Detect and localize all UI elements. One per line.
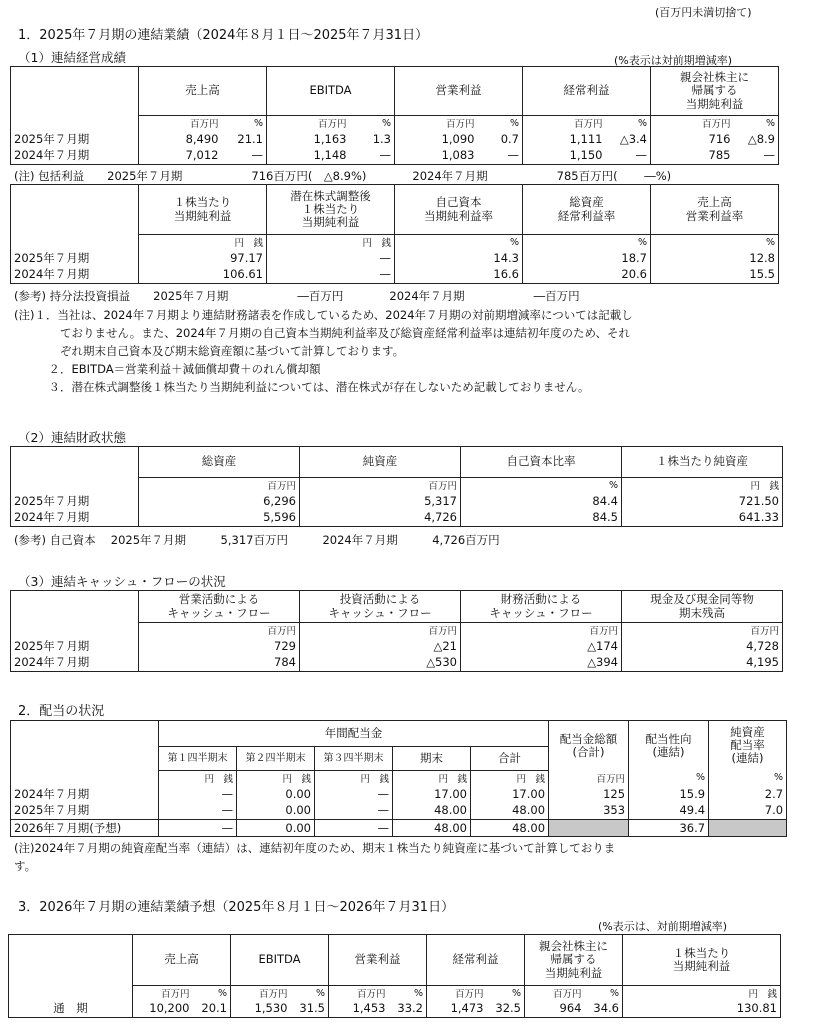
unit-cell: %	[487, 986, 525, 1001]
value-cell: 729	[139, 637, 300, 654]
value-cell: 10,200	[133, 1000, 193, 1017]
value-cell: △530	[300, 654, 461, 671]
column-header: 総資産 経常利益率	[523, 185, 651, 235]
value-cell: —	[267, 266, 395, 283]
column-header: 売上高	[139, 67, 267, 116]
unit-cell: 百万円	[651, 116, 734, 131]
value-cell: —	[315, 802, 393, 819]
value-cell: 1,530	[231, 1000, 291, 1017]
corner-cell	[11, 67, 139, 116]
unit-cell: 百万円	[300, 478, 461, 493]
value-cell: △21	[300, 637, 461, 654]
unit-cell: 円 銭	[623, 986, 781, 1001]
footnote: ぞれ期末自己資本及び期末総資産額に基づいて計算しております。	[14, 344, 405, 358]
unit-cell: 百万円	[427, 986, 487, 1001]
value-cell: —	[159, 819, 237, 836]
value-cell: 17.00	[471, 785, 549, 802]
section-1-title: 1．2025年７月期の連結業績（2024年８月１日～2025年７月31日）	[18, 28, 429, 43]
column-header: EBITDA	[231, 935, 329, 986]
row-label: 2025年７月期	[11, 637, 139, 654]
unit-cell: 百万円	[395, 116, 478, 131]
unit-cell: %	[478, 116, 523, 131]
value-cell: △8.9	[734, 130, 779, 147]
unit-cell: %	[651, 235, 779, 250]
unit-cell: %	[222, 116, 267, 131]
value-cell: △394	[461, 654, 622, 671]
corner-cell	[9, 935, 133, 986]
unit-cell: %	[585, 986, 623, 1001]
dividend-note-2: す。	[14, 859, 37, 873]
unit-cell: %	[523, 235, 651, 250]
unit-cell: %	[350, 116, 395, 131]
value-cell: 14.3	[395, 249, 523, 266]
sec3-pct-note: (%表示は、対前期増減率)	[598, 920, 728, 933]
header-note: (百万円未満切捨て)	[655, 6, 752, 19]
dividend-note-1: (注)2024年７月期の純資産配当率（連結）は、連結初年度のため、期末１株当たり純資産に基づいて計算しておりま	[14, 841, 616, 855]
unit-cell: 百万円	[139, 116, 222, 131]
value-cell: 36.7	[629, 819, 709, 836]
value-cell: —	[350, 147, 395, 164]
value-cell: 106.61	[139, 266, 267, 283]
value-cell: 125	[549, 785, 629, 802]
unit-cell: %	[709, 771, 787, 786]
corner-cell	[11, 447, 139, 478]
unit-cell: 円 銭	[139, 235, 267, 250]
value-cell: 20.1	[193, 1000, 231, 1017]
value-cell: 31.5	[291, 1000, 329, 1017]
s1-3-title: （3）連結キャッシュ・フローの状況	[18, 574, 226, 589]
value-cell: 784	[139, 654, 300, 671]
s1-2-title: （2）連結財政状態	[18, 430, 126, 445]
value-cell: 18.7	[523, 249, 651, 266]
row-label: 2024年７月期	[11, 147, 139, 164]
value-cell: 721.50	[622, 492, 783, 509]
column-header: １株当たり純資産	[622, 447, 783, 478]
value-cell: 0.00	[237, 785, 315, 802]
per-share-table	[10, 184, 779, 284]
value-cell: —	[267, 249, 395, 266]
value-cell: —	[315, 785, 393, 802]
value-cell: 7,012	[139, 147, 222, 164]
column-header: １株当たり 当期純利益	[139, 185, 267, 235]
unit-cell: 百万円	[300, 623, 461, 638]
comprehensive-income-note: (注) 包括利益 2025年７月期 716百万円( △8.9%) 2024年７月期 785百万円( ―%)	[14, 169, 672, 183]
value-cell: 1,163	[267, 130, 350, 147]
value-cell: 641.33	[622, 509, 783, 526]
value-cell: 21.1	[222, 130, 267, 147]
sub-column-header: 第３四半期末	[315, 747, 393, 771]
value-cell: 15.9	[629, 785, 709, 802]
unit-cell: %	[734, 116, 779, 131]
value-cell: 6,296	[139, 492, 300, 509]
value-cell: 20.6	[523, 266, 651, 283]
value-cell: △3.4	[606, 130, 651, 147]
column-header: 現金及び現金同等物 期末残高	[622, 591, 783, 623]
footnote: ２．EBITDA＝営業利益＋減価償却費＋のれん償却額	[14, 362, 321, 376]
column-header: 総資産	[139, 447, 300, 478]
label-cell	[9, 986, 133, 1001]
value-cell: 0.00	[237, 802, 315, 819]
column-header: 売上高	[133, 935, 231, 986]
unit-cell: %	[389, 986, 427, 1001]
column-header: 配当金総額 (合計)	[549, 721, 629, 771]
column-header: 営業利益	[329, 935, 427, 986]
value-cell: 16.6	[395, 266, 523, 283]
column-header: １株当たり 当期純利益	[623, 935, 781, 986]
s1-1-title: （1）連結経営成績	[18, 50, 126, 65]
value-cell: 1,148	[267, 147, 350, 164]
equity-method-note: (参考) 持分法投資損益 2025年７月期 ―百万円 2024年７月期 ―百万円	[14, 289, 580, 303]
unit-cell: 円 銭	[622, 478, 783, 493]
unit-cell: 百万円	[139, 623, 300, 638]
column-header: 営業利益	[395, 67, 523, 116]
row-label: 2025年７月期	[11, 492, 139, 509]
unit-cell: 円 銭	[315, 771, 393, 786]
value-cell: 1,111	[523, 130, 606, 147]
value-cell: —	[734, 147, 779, 164]
section-2-title: 2．配当の状況	[18, 704, 105, 719]
footnote: ておりません。また、2024年７月期の自己資本当期純利益率及び総資産経常利益率は連結初年度のため、それ	[14, 326, 630, 340]
row-label: 2025年７月期	[11, 130, 139, 147]
row-label: 2024年７月期	[11, 266, 139, 283]
value-cell: 0.7	[478, 130, 523, 147]
corner-cell	[11, 721, 159, 771]
column-header: 自己資本比率	[461, 447, 622, 478]
row-label: 2024年７月期	[11, 654, 139, 671]
value-cell: 5,596	[139, 509, 300, 526]
sub-column-header: 第２四半期末	[237, 747, 315, 771]
value-cell: 4,195	[622, 654, 783, 671]
value-cell	[709, 819, 787, 836]
unit-cell: 百万円	[133, 986, 193, 1001]
footnote: (注)１．当社は、2024年７月期より連結財務諸表を作成しているため、2024年７月期の対前期増減率については記載し	[14, 308, 633, 322]
value-cell: 1,083	[395, 147, 478, 164]
value-cell: 48.00	[393, 819, 471, 836]
row-label: 通 期	[9, 1000, 133, 1017]
cash-flow-table	[10, 590, 783, 672]
label-cell	[11, 116, 139, 131]
unit-cell: 百万円	[525, 986, 585, 1001]
value-cell: 48.00	[393, 802, 471, 819]
value-cell: 4,728	[622, 637, 783, 654]
value-cell: 2.7	[709, 785, 787, 802]
value-cell: 32.5	[487, 1000, 525, 1017]
unit-cell: %	[629, 771, 709, 786]
column-header: 純資産 配当率 (連結)	[709, 721, 787, 771]
column-header: 営業活動による キャッシュ・フロー	[139, 591, 300, 623]
value-cell: 1,453	[329, 1000, 389, 1017]
column-header: 売上高 営業利益率	[651, 185, 779, 235]
footnote: ３．潜在株式調整後１株当たり当期純利益については、潜在株式が存在しないため記載しておりません。	[14, 380, 590, 394]
value-cell: 8,490	[139, 130, 222, 147]
value-cell: 84.4	[461, 492, 622, 509]
unit-cell: %	[461, 478, 622, 493]
column-header: 配当性向 (連結)	[629, 721, 709, 771]
value-cell: 353	[549, 802, 629, 819]
value-cell: 7.0	[709, 802, 787, 819]
label-cell	[11, 235, 139, 250]
value-cell: 964	[525, 1000, 585, 1017]
unit-cell: 円 銭	[393, 771, 471, 786]
value-cell: 1,473	[427, 1000, 487, 1017]
unit-cell: 円 銭	[471, 771, 549, 786]
forecast-table	[8, 934, 781, 1018]
section-3-title: 3．2026年７月期の連結業績予想（2025年８月１日～2026年７月31日）	[18, 900, 455, 915]
unit-cell: 百万円	[549, 771, 629, 786]
value-cell: 48.00	[471, 819, 549, 836]
value-cell: 33.2	[389, 1000, 427, 1017]
value-cell: 4,726	[300, 509, 461, 526]
value-cell: 5,317	[300, 492, 461, 509]
value-cell: —	[606, 147, 651, 164]
row-label: 2025年７月期	[11, 802, 159, 819]
value-cell: 17.00	[393, 785, 471, 802]
value-cell: 49.4	[629, 802, 709, 819]
unit-cell: 百万円	[523, 116, 606, 131]
value-cell: —	[159, 802, 237, 819]
unit-cell: %	[291, 986, 329, 1001]
column-header: 財務活動による キャッシュ・フロー	[461, 591, 622, 623]
corner-cell	[11, 591, 139, 623]
unit-cell: 百万円	[139, 478, 300, 493]
row-label: 2024年７月期	[11, 509, 139, 526]
row-label: 2026年７月期(予想)	[11, 819, 159, 836]
value-cell: —	[222, 147, 267, 164]
row-label: 2025年７月期	[11, 249, 139, 266]
financial-position-table	[10, 446, 783, 527]
column-header: 親会社株主に 帰属する 当期純利益	[651, 67, 779, 116]
unit-cell: %	[395, 235, 523, 250]
unit-cell: 円 銭	[159, 771, 237, 786]
sub-column-header: 期末	[393, 747, 471, 771]
value-cell: 130.81	[623, 1000, 781, 1017]
value-cell: △174	[461, 637, 622, 654]
column-header: 自己資本 当期純利益率	[395, 185, 523, 235]
corner-cell	[11, 185, 139, 235]
row-label: 2024年７月期	[11, 785, 159, 802]
column-header: 潜在株式調整後 １株当たり 当期純利益	[267, 185, 395, 235]
column-header: EBITDA	[267, 67, 395, 116]
column-header: 投資活動による キャッシュ・フロー	[300, 591, 461, 623]
column-header: 親会社株主に 帰属する 当期純利益	[525, 935, 623, 986]
dividend-table	[10, 720, 787, 837]
value-cell: 48.00	[471, 802, 549, 819]
column-header: 年間配当金	[159, 721, 549, 747]
value-cell: 785	[651, 147, 734, 164]
value-cell: 84.5	[461, 509, 622, 526]
sub-column-header: 第１四半期末	[159, 747, 237, 771]
value-cell: 1.3	[350, 130, 395, 147]
unit-cell: 円 銭	[237, 771, 315, 786]
value-cell: —	[478, 147, 523, 164]
label-cell	[11, 623, 139, 638]
unit-cell: 百万円	[622, 623, 783, 638]
value-cell	[549, 819, 629, 836]
unit-cell: %	[606, 116, 651, 131]
sub-column-header: 合計	[471, 747, 549, 771]
column-header: 経常利益	[427, 935, 525, 986]
operating-results-table	[10, 66, 779, 165]
column-header: 経常利益	[523, 67, 651, 116]
s1-1-pct-note: (%表示は対前期増減率)	[614, 54, 733, 67]
unit-cell: 百万円	[329, 986, 389, 1001]
value-cell: 1,150	[523, 147, 606, 164]
value-cell: 716	[651, 130, 734, 147]
unit-cell: 百万円	[267, 116, 350, 131]
unit-cell: %	[193, 986, 231, 1001]
value-cell: 0.00	[237, 819, 315, 836]
value-cell: 15.5	[651, 266, 779, 283]
unit-cell: 円 銭	[267, 235, 395, 250]
equity-ref-note: (参考) 自己資本 2025年７月期 5,317百万円 2024年７月期 4,726百万円	[14, 533, 500, 547]
value-cell: 97.17	[139, 249, 267, 266]
label-cell	[11, 771, 159, 786]
value-cell: 1,090	[395, 130, 478, 147]
value-cell: —	[315, 819, 393, 836]
unit-cell: 百万円	[461, 623, 622, 638]
value-cell: 34.6	[585, 1000, 623, 1017]
label-cell	[11, 478, 139, 493]
value-cell: —	[159, 785, 237, 802]
column-header: 純資産	[300, 447, 461, 478]
unit-cell: 百万円	[231, 986, 291, 1001]
value-cell: 12.8	[651, 249, 779, 266]
